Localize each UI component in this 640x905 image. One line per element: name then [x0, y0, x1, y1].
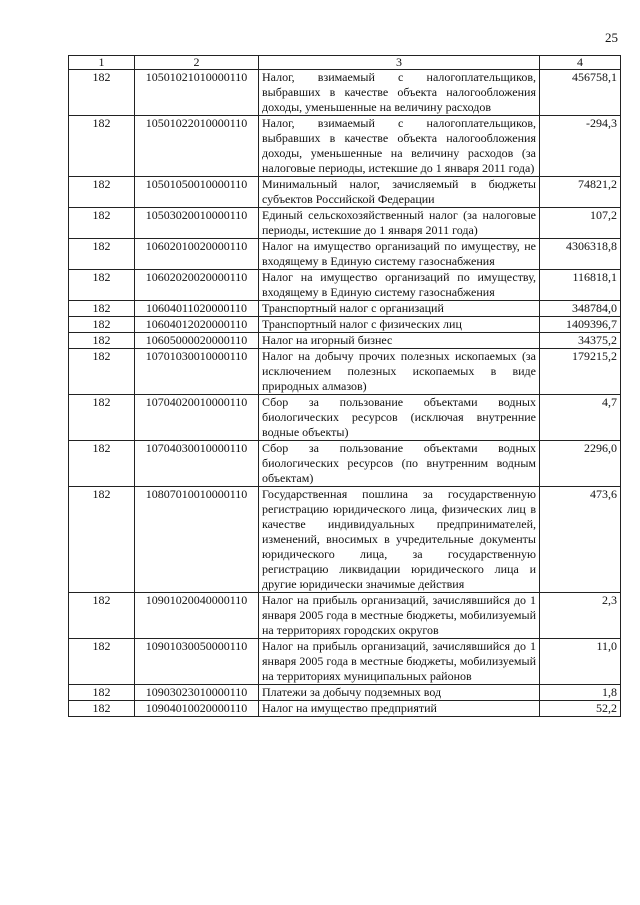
column-header-4: 4 [540, 56, 621, 70]
budget-code-cell: 10901030050000110 [135, 639, 259, 685]
budget-code-cell: 10904010020000110 [135, 701, 259, 717]
admin-code-cell: 182 [69, 317, 135, 333]
revenue-name-cell: Транспортный налог с физических лиц [259, 317, 540, 333]
budget-code-cell: 10604012020000110 [135, 317, 259, 333]
table-row [69, 349, 621, 395]
budget-code-cell: 10501050010000110 [135, 177, 259, 208]
budget-code-cell: 10501022010000110 [135, 116, 259, 177]
revenue-name-cell: Налог на имущество организаций по имуществу, входящему в Единую систему газоснабжения [259, 270, 540, 301]
admin-code-cell: 182 [69, 239, 135, 270]
revenue-name-cell: Сбор за пользование объектами водных биологических ресурсов (по внутренним водным объектам) [259, 441, 540, 487]
column-number-row [69, 56, 621, 70]
admin-code-cell: 182 [69, 208, 135, 239]
budget-code-cell: 10901020040000110 [135, 593, 259, 639]
table-row [69, 70, 621, 116]
table-row [69, 639, 621, 685]
amount-cell: 1409396,7 [540, 317, 621, 333]
table-row [69, 239, 621, 270]
table-row [69, 441, 621, 487]
amount-cell: 2,3 [540, 593, 621, 639]
table-row [69, 395, 621, 441]
table-row [69, 593, 621, 639]
amount-cell: 2296,0 [540, 441, 621, 487]
amount-cell: 34375,2 [540, 333, 621, 349]
revenue-name-cell: Налог на прибыль организаций, зачислявшийся до 1 января 2005 года в местные бюджеты, мобилизуемый на территориях муниципальных районов [259, 639, 540, 685]
admin-code-cell: 182 [69, 270, 135, 301]
budget-code-cell: 10605000020000110 [135, 333, 259, 349]
table-row [69, 301, 621, 317]
budget-code-cell: 10501021010000110 [135, 70, 259, 116]
table-row [69, 208, 621, 239]
amount-cell: 107,2 [540, 208, 621, 239]
admin-code-cell: 182 [69, 685, 135, 701]
admin-code-cell: 182 [69, 441, 135, 487]
amount-cell: 11,0 [540, 639, 621, 685]
amount-cell: 473,6 [540, 487, 621, 593]
table-row [69, 270, 621, 301]
amount-cell: 4,7 [540, 395, 621, 441]
table-row [69, 317, 621, 333]
page-number: 25 [605, 30, 618, 45]
amount-cell: 74821,2 [540, 177, 621, 208]
revenue-name-cell: Налог на добычу прочих полезных ископаемых (за исключением полезных ископаемых в виде природных алмазов) [259, 349, 540, 395]
table-row [69, 701, 621, 717]
amount-cell: 52,2 [540, 701, 621, 717]
table-row [69, 177, 621, 208]
revenue-name-cell: Транспортный налог с организаций [259, 301, 540, 317]
budget-code-cell: 10903023010000110 [135, 685, 259, 701]
budget-code-cell: 10602020020000110 [135, 270, 259, 301]
budget-code-cell: 10701030010000110 [135, 349, 259, 395]
admin-code-cell: 182 [69, 349, 135, 395]
budget-code-cell: 10704030010000110 [135, 441, 259, 487]
admin-code-cell: 182 [69, 487, 135, 593]
revenue-name-cell: Налог на игорный бизнес [259, 333, 540, 349]
revenue-name-cell: Платежи за добычу подземных вод [259, 685, 540, 701]
budget-code-cell: 10604011020000110 [135, 301, 259, 317]
amount-cell: 348784,0 [540, 301, 621, 317]
revenue-name-cell: Налог, взимаемый с налогоплательщиков, выбравших в качестве объекта налогообложения доходы, уменьшенные на величину расходов (за налоговые периоды, истекшие до 1 января 2011 года) [259, 116, 540, 177]
admin-code-cell: 182 [69, 395, 135, 441]
revenue-name-cell: Минимальный налог, зачисляемый в бюджеты субъектов Российской Федерации [259, 177, 540, 208]
amount-cell: -294,3 [540, 116, 621, 177]
revenue-name-cell: Налог на имущество организаций по имуществу, не входящему в Единую систему газоснабжения [259, 239, 540, 270]
admin-code-cell: 182 [69, 301, 135, 317]
admin-code-cell: 182 [69, 593, 135, 639]
column-header-3: 3 [259, 56, 540, 70]
revenue-name-cell: Сбор за пользование объектами водных биологических ресурсов (исключая внутренние водные объекты) [259, 395, 540, 441]
revenue-name-cell: Налог на имущество предприятий [259, 701, 540, 717]
amount-cell: 116818,1 [540, 270, 621, 301]
table-row [69, 685, 621, 701]
admin-code-cell: 182 [69, 116, 135, 177]
table-row [69, 333, 621, 349]
admin-code-cell: 182 [69, 639, 135, 685]
admin-code-cell: 182 [69, 701, 135, 717]
amount-cell: 1,8 [540, 685, 621, 701]
budget-code-cell: 10807010010000110 [135, 487, 259, 593]
column-header-2: 2 [135, 56, 259, 70]
budget-code-cell: 10503020010000110 [135, 208, 259, 239]
admin-code-cell: 182 [69, 177, 135, 208]
amount-cell: 179215,2 [540, 349, 621, 395]
amount-cell: 4306318,8 [540, 239, 621, 270]
revenue-name-cell: Государственная пошлина за государственную регистрацию юридического лица, физических лиц в качестве индивидуальных предпринимателей, изменений, вносимых в учредительные документы юридического лица, за государственную регистрацию ликвидации юридического лица и другие юридически значимые действия [259, 487, 540, 593]
admin-code-cell: 182 [69, 333, 135, 349]
admin-code-cell: 182 [69, 70, 135, 116]
revenue-name-cell: Единый сельскохозяйственный налог (за налоговые периоды, истекшие до 1 января 2011 года) [259, 208, 540, 239]
table-row [69, 116, 621, 177]
revenue-table [68, 55, 621, 717]
table-row [69, 487, 621, 593]
budget-code-cell: 10602010020000110 [135, 239, 259, 270]
revenue-name-cell: Налог на прибыль организаций, зачислявшийся до 1 января 2005 года в местные бюджеты, мобилизуемый на территориях городских округов [259, 593, 540, 639]
amount-cell: 456758,1 [540, 70, 621, 116]
budget-code-cell: 10704020010000110 [135, 395, 259, 441]
revenue-name-cell: Налог, взимаемый с налогоплательщиков, выбравших в качестве объекта налогообложения доходы, уменьшенные на величину расходов [259, 70, 540, 116]
column-header-1: 1 [69, 56, 135, 70]
